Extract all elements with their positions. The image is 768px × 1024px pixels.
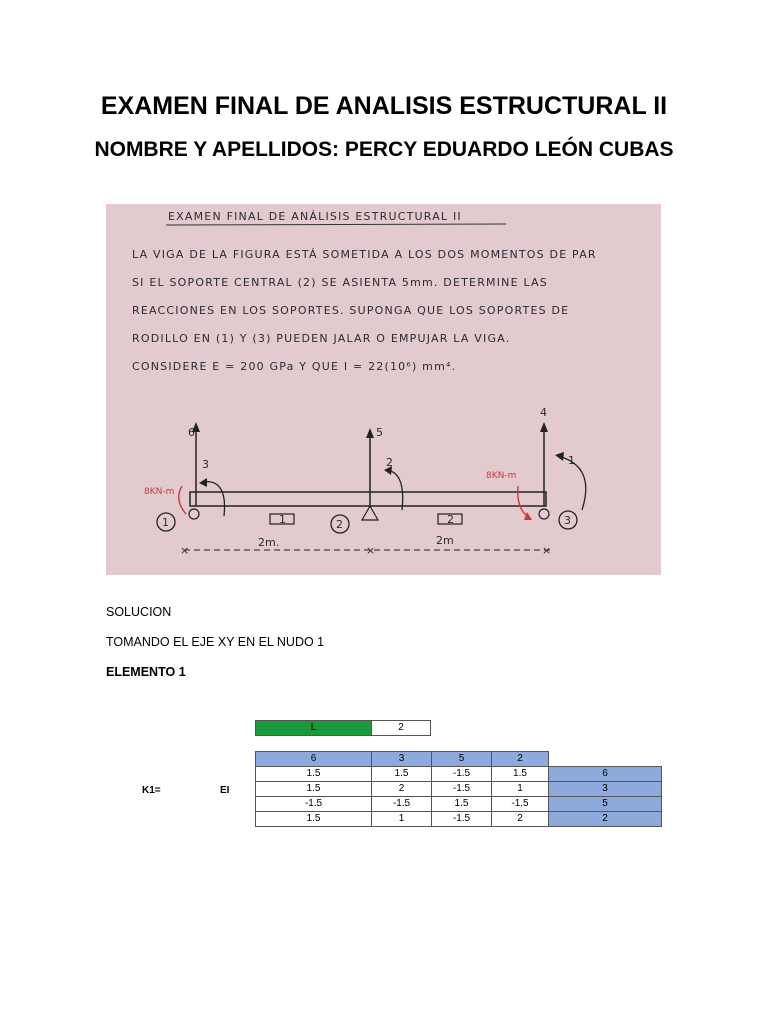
dof-label-4: 4: [540, 406, 547, 419]
matrix-cell: 1.5: [371, 766, 432, 782]
moment-right-label: 8KN-m: [486, 471, 517, 481]
node-label-1: 1: [162, 516, 169, 529]
matrix-row-header: 2: [548, 811, 662, 827]
element-label-1: 1: [279, 513, 286, 526]
matrix-col-header: 2: [491, 751, 549, 767]
matrix-col-header: 3: [371, 751, 432, 767]
photo-line-3: REACCIONES EN LOS SOPORTES. SUPONGA QUE LOS SOPORTES DE: [132, 304, 570, 317]
matrix-cell: -1.5: [431, 766, 492, 782]
matrix-cell: 2: [371, 781, 432, 797]
photo-heading: EXAMEN FINAL DE ANÁLISIS ESTRUCTURAL II: [168, 210, 462, 223]
matrix-cell: 1.5: [255, 766, 372, 782]
photo-line-5: CONSIDERE E = 200 GPa Y QUE I = 22(10⁶) mm⁴.: [132, 360, 457, 373]
dof-label-6: 6: [188, 426, 195, 439]
student-name: NOMBRE Y APELLIDOS: PERCY EDUARDO LEÓN CUBAS: [94, 138, 674, 161]
matrix-cell: -1.5: [371, 796, 432, 812]
matrix-cell: 2: [491, 811, 549, 827]
length-label-cell: L: [255, 720, 372, 736]
element-heading: ELEMENTO 1: [106, 665, 186, 679]
matrix-cell: 1.5: [255, 781, 372, 797]
matrix-cell: 1: [371, 811, 432, 827]
span-label-2: 2m: [436, 534, 454, 547]
dof-label-3: 3: [202, 458, 209, 471]
axis-note: TOMANDO EL EJE XY EN EL NUDO 1: [106, 635, 325, 649]
matrix-row-header: 6: [548, 766, 662, 782]
element-label-2: 2: [447, 513, 454, 526]
dof-label-5: 5: [376, 426, 383, 439]
matrix-cell: 1.5: [255, 811, 372, 827]
problem-photo-svg: [106, 204, 661, 575]
dim-mark-right: ×: [542, 544, 552, 557]
node-label-3: 3: [564, 514, 571, 527]
matrix-cell: -1.5: [431, 781, 492, 797]
node-label-2: 2: [336, 518, 343, 531]
photo-line-4: RODILLO EN (1) Y (3) PUEDEN JALAR O EMPUJAR LA VIGA.: [132, 332, 511, 345]
matrix-row-header: 3: [548, 781, 662, 797]
dof-label-1: 1: [568, 454, 575, 467]
page-title: EXAMEN FINAL DE ANALISIS ESTRUCTURAL II: [100, 92, 668, 120]
dim-mark-left: ×: [180, 544, 190, 557]
moment-left-label: 8KN-m: [144, 487, 175, 497]
matrix-cell: -1.5: [255, 796, 372, 812]
dof-label-2: 2: [386, 456, 393, 469]
matrix-name: K1=: [142, 785, 161, 796]
matrix-cell: 1: [491, 781, 549, 797]
solution-label: SOLUCION: [106, 605, 172, 619]
matrix-col-header: 6: [255, 751, 372, 767]
matrix-row-header: 5: [548, 796, 662, 812]
problem-photo: [106, 204, 661, 575]
matrix-factor: EI: [220, 785, 230, 796]
matrix-cell: -1.5: [431, 811, 492, 827]
photo-line-2: SI EL SOPORTE CENTRAL (2) SE ASIENTA 5mm. DETERMINE LAS: [132, 276, 548, 289]
dim-mark-mid: ×: [366, 544, 376, 557]
length-value-cell: 2: [371, 720, 431, 736]
matrix-col-header: 5: [431, 751, 492, 767]
matrix-cell: 1.5: [491, 766, 549, 782]
matrix-cell: -1.5: [491, 796, 549, 812]
photo-line-1: LA VIGA DE LA FIGURA ESTÁ SOMETIDA A LOS DOS MOMENTOS DE PAR: [132, 248, 597, 261]
matrix-cell: 1.5: [431, 796, 492, 812]
span-label-1: 2m.: [258, 536, 280, 549]
